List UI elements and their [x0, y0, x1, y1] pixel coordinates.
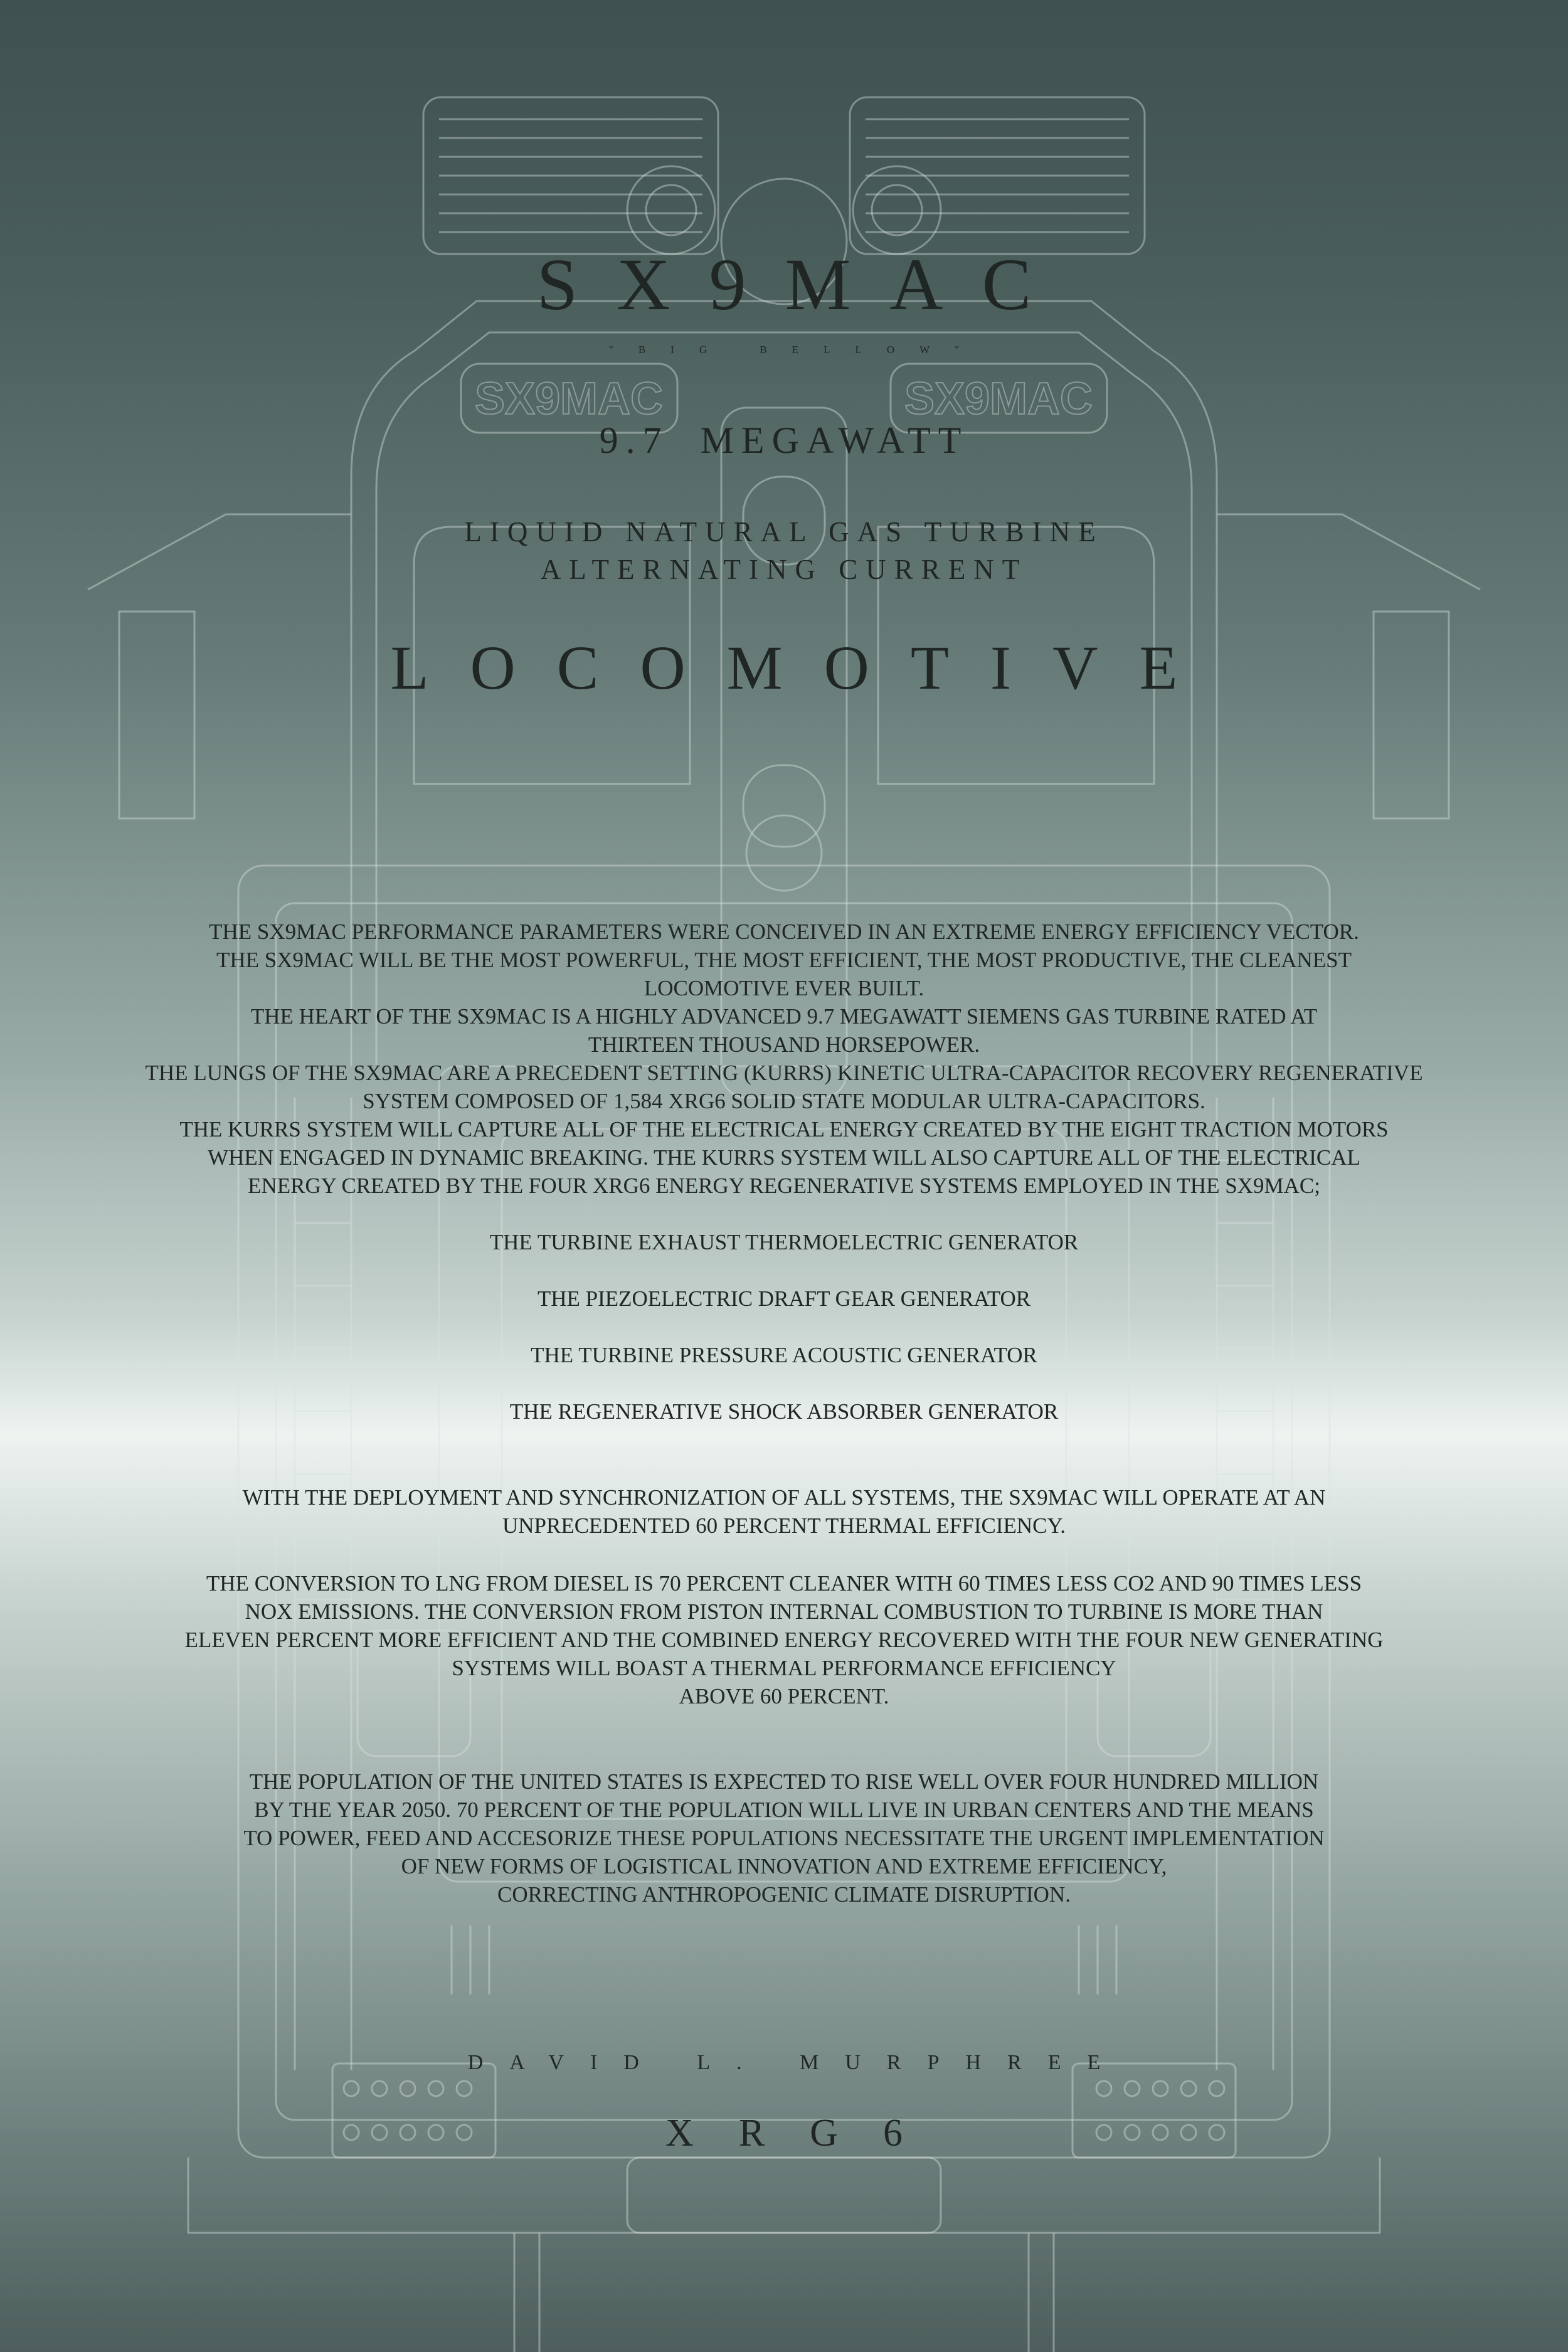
coupler — [627, 2158, 941, 2233]
generator-item: THE REGENERATIVE SHOCK ABSORBER GENERATOR — [509, 1399, 1059, 1424]
text-line: UNPRECEDENTED 60 PERCENT THERMAL EFFICIENCY. — [502, 1513, 1066, 1538]
text-line: THE SX9MAC PERFORMANCE PARAMETERS WERE CONCEIVED IN AN EXTREME ENERGY EFFICIENCY VECTOR. — [209, 919, 1359, 944]
power-rating — [0, 421, 1568, 459]
fuel-line: ALTERNATING CURRENT — [540, 554, 1028, 585]
text-line: WHEN ENGAGED IN DYNAMIC BREAKING. THE KURRS SYSTEM WILL ALSO CAPTURE ALL OF THE ELECTRICAL — [208, 1145, 1360, 1170]
text-line: THE SX9MAC WILL BE THE MOST POWERFUL, THE MOST EFFICIENT, THE MOST PRODUCTIVE, THE CLEANEST — [216, 948, 1352, 972]
fuel-description — [0, 513, 1568, 588]
generator-item: THE TURBINE EXHAUST THERMOELECTRIC GENERATOR — [489, 1230, 1079, 1254]
text-line: THE LUNGS OF THE SX9MAC ARE A PRECEDENT SETTING (KURRS) KINETIC ULTRA-CAPACITOR RECOVERY REGENERATIVE — [145, 1061, 1423, 1085]
poster-title: SX9MAC — [536, 243, 1071, 326]
text-line: WITH THE DEPLOYMENT AND SYNCHRONIZATION OF ALL SYSTEMS, THE SX9MAC WILL OPERATE AT AN — [242, 1485, 1326, 1510]
pilot — [188, 2158, 1380, 2233]
power-unit: MEGAWATT — [700, 420, 969, 461]
population-paragraph — [75, 1767, 1493, 1909]
emissions-paragraph — [75, 1569, 1493, 1710]
right-radiator-grille — [850, 97, 1145, 254]
power-number: 9.7 — [599, 420, 669, 461]
text-line: THE HEART OF THE SX9MAC IS A HIGHLY ADVANCED 9.7 MEGAWATT SIEMENS GAS TURBINE RATED AT — [250, 1004, 1318, 1029]
text-line: SYSTEMS WILL BOAST A THERMAL PERFORMANCE EFFICIENCY — [452, 1656, 1116, 1680]
text-line: NOX EMISSIONS. THE CONVERSION FROM PISTON INTERNAL COMBUSTION TO TURBINE IS MORE THAN — [245, 1599, 1323, 1624]
text-line: OF NEW FORMS OF LOGISTICAL INNOVATION AND EXTREME EFFICIENCY, — [401, 1854, 1167, 1878]
left-radiator-grille — [423, 97, 718, 254]
headlight-right — [853, 166, 941, 254]
efficiency-paragraph — [75, 1483, 1493, 1540]
logo-text-right: SX9MAC — [904, 374, 1093, 424]
intro-paragraph — [75, 918, 1493, 1200]
poster-subtitle: "BIG BELLOW" — [608, 344, 985, 356]
footer-mark: XRG6 — [665, 2112, 948, 2154]
text-line: ABOVE 60 PERCENT. — [679, 1684, 889, 1708]
text-line: SYSTEM COMPOSED OF 1,584 XRG6 SOLID STATE MODULAR ULTRA-CAPACITORS. — [363, 1089, 1205, 1113]
text-line: TO POWER, FEED AND ACCESORIZE THESE POPULATIONS NECESSITATE THE URGENT IMPLEMENTATION — [243, 1826, 1325, 1850]
text-line: THE POPULATION OF THE UNITED STATES IS EXPECTED TO RISE WELL OVER FOUR HUNDRED MILLION — [249, 1769, 1319, 1794]
headlight-left — [627, 166, 715, 254]
generator-item: THE PIEZOELECTRIC DRAFT GEAR GENERATOR — [537, 1286, 1031, 1311]
logo-text-left: SX9MAC — [474, 374, 664, 424]
text-line: ELEVEN PERCENT MORE EFFICIENT AND THE COMBINED ENERGY RECOVERED WITH THE FOUR NEW GENERATING — [184, 1628, 1384, 1652]
author-name: DAVID L. MURPHREE — [467, 2051, 1127, 2074]
text-line: THIRTEEN THOUSAND HORSEPOWER. — [588, 1032, 980, 1057]
text-line: BY THE YEAR 2050. 70 PERCENT OF THE POPULATION WILL LIVE IN URBAN CENTERS AND THE MEANS — [254, 1798, 1314, 1822]
text-line: THE KURRS SYSTEM WILL CAPTURE ALL OF THE ELECTRICAL ENERGY CREATED BY THE EIGHT TRACTION MOTORS — [179, 1117, 1389, 1142]
text-line: LOCOMOTIVE EVER BUILT. — [644, 976, 924, 1000]
text-line: CORRECTING ANTHROPOGENIC CLIMATE DISRUPTION. — [497, 1882, 1071, 1907]
generator-item: THE TURBINE PRESSURE ACOUSTIC GENERATOR — [531, 1343, 1037, 1367]
text-line: ENERGY CREATED BY THE FOUR XRG6 ENERGY REGENERATIVE SYSTEMS EMPLOYED IN THE SX9MAC; — [248, 1173, 1320, 1198]
vehicle-heading: LOCOMOTIVE — [390, 633, 1219, 702]
fuel-line: LIQUID NATURAL GAS TURBINE — [464, 516, 1104, 548]
text-line: THE CONVERSION TO LNG FROM DIESEL IS 70 PERCENT CLEANER WITH 60 TIMES LESS CO2 AND 90 TIMES LESS — [206, 1571, 1362, 1596]
